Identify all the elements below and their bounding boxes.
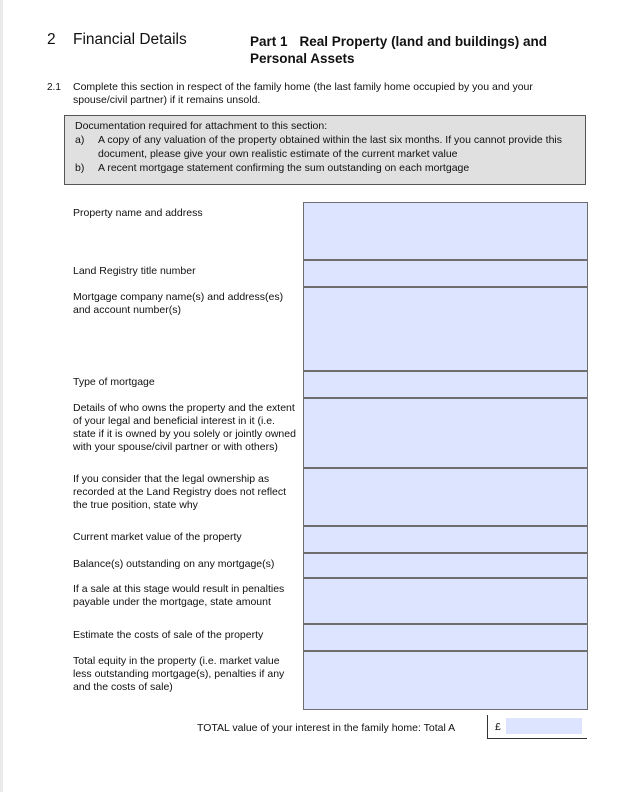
part-heading [250, 33, 600, 67]
field-mortgage-type[interactable] [303, 371, 588, 398]
total-input[interactable] [506, 718, 582, 734]
documentation-heading: Documentation required for attachment to this section: [75, 120, 328, 132]
label-mortgage-company: Mortgage company name(s) and address(es) and account number(s) [73, 291, 284, 316]
item-text: A recent mortgage statement confirming the sum outstanding on each mortgage [98, 162, 470, 174]
field-sale-costs[interactable] [303, 624, 588, 651]
question-number: 2.1 [47, 82, 61, 93]
field-market-value[interactable] [303, 526, 588, 553]
question-text: Complete this section in respect of the family home (the last family home occupied by you and your spouse/civil partner) if it remains unsold. [73, 81, 533, 106]
total-box [487, 715, 587, 739]
item-letter: a) [75, 134, 85, 146]
item-text: A copy of any valuation of the property obtained within the last six months. If you cannot provide this document, please give your own realistic estimate of the current market value [98, 134, 563, 160]
field-total-equity[interactable] [303, 651, 588, 710]
field-property-address[interactable] [303, 202, 588, 260]
label-sale-costs: Estimate the costs of sale of the property [73, 629, 264, 641]
part-number: Part 1 [250, 34, 288, 49]
label-property-address: Property name and address [73, 207, 203, 219]
total-label: TOTAL value of your interest in the family home: Total A [197, 722, 456, 734]
field-ownership-details[interactable] [303, 398, 588, 468]
label-mortgage-balance: Balance(s) outstanding on any mortgage(s) [73, 558, 275, 570]
field-legal-ownership[interactable] [303, 468, 588, 526]
label-mortgage-type: Type of mortgage [73, 376, 155, 388]
item-letter: b) [75, 162, 85, 174]
field-title-number[interactable] [303, 260, 588, 287]
label-market-value: Current market value of the property [73, 531, 242, 543]
label-sale-penalties: If a sale at this stage would result in penalties payable under the mortgage, state amount [73, 583, 285, 608]
page-edge [0, 0, 3, 792]
documentation-box [64, 115, 586, 185]
part-title: Real Property (land and buildings) and Personal Assets [250, 34, 548, 66]
label-title-number: Land Registry title number [73, 265, 196, 277]
field-mortgage-company[interactable] [303, 287, 588, 371]
field-mortgage-balance[interactable] [303, 553, 588, 578]
label-ownership-details: Details of who owns the property and the extent of your legal and beneficial interest in it (i.e. state if it is owned by you solely or jointly owned with your spouse/civil partner or with others) [73, 402, 296, 453]
field-sale-penalties[interactable] [303, 578, 588, 624]
section-title: Financial Details [73, 31, 187, 48]
currency-symbol: £ [495, 721, 501, 733]
label-total-equity: Total equity in the property (i.e. market value less outstanding mortgage(s), penalties if any and the costs of sale) [73, 655, 285, 693]
section-number: 2 [47, 31, 56, 48]
label-legal-ownership: If you consider that the legal ownership as recorded at the Land Registry does not reflect the true position, state why [73, 473, 287, 511]
